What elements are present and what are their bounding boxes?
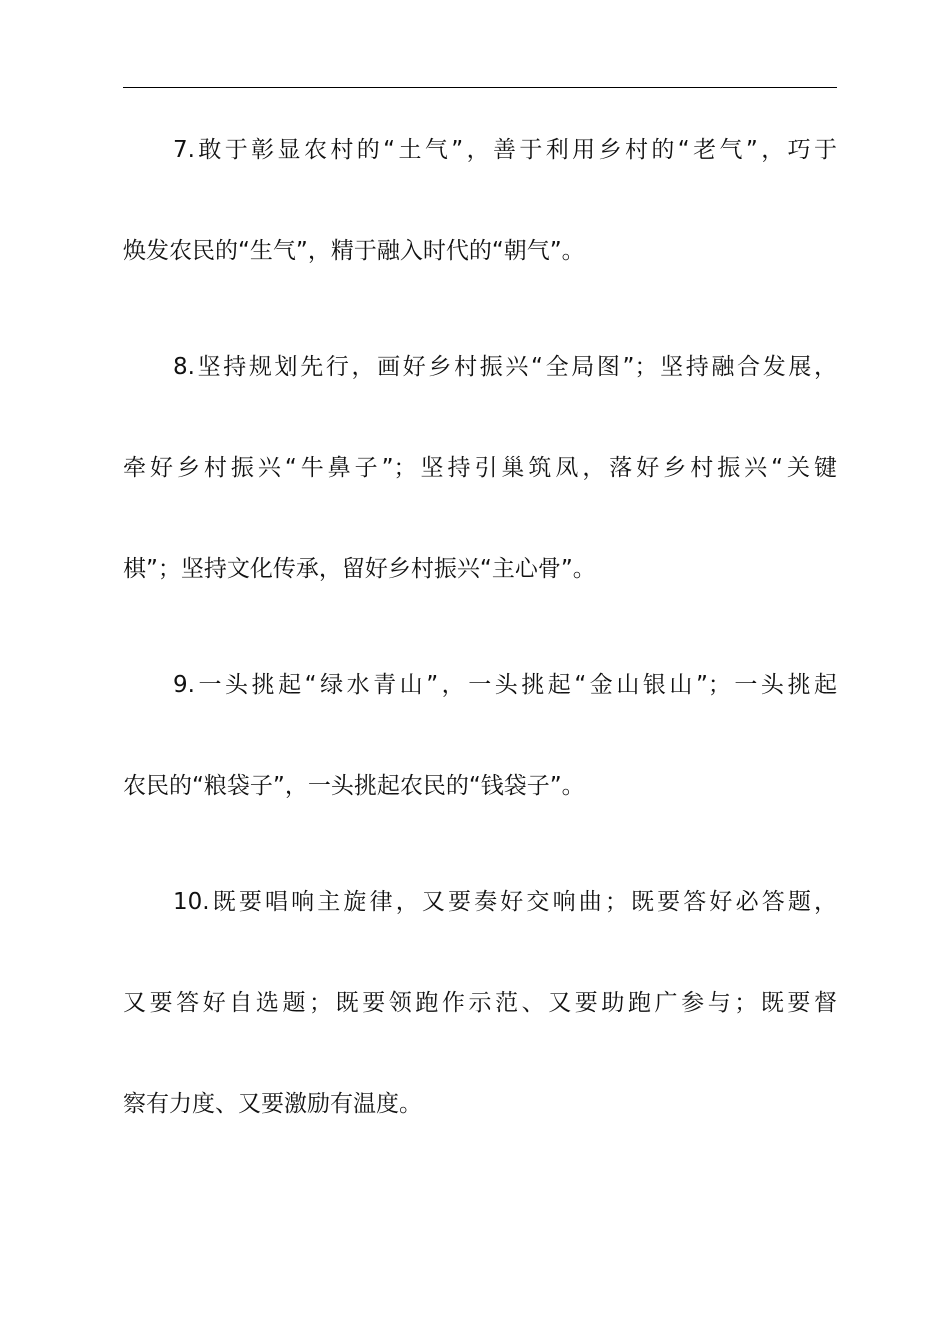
paragraph-8 <box>123 334 837 637</box>
paragraph-10 <box>123 869 837 1172</box>
paragraph-line: 8.坚持规划先行，画好乡村振兴“全局图”；坚持融合发展， <box>173 354 837 380</box>
document-body <box>123 117 837 1172</box>
paragraph-line: 棋”；坚持文化传承，留好乡村振兴“主心骨”。 <box>123 556 596 582</box>
header-rule <box>123 87 837 88</box>
paragraph-7 <box>123 117 837 319</box>
paragraph-line: 焕发农民的“生气”，精于融入时代的“朝气”。 <box>123 238 585 264</box>
paragraph-line: 10.既要唱响主旋律，又要奏好交响曲；既要答好必答题， <box>173 889 837 915</box>
paragraph-line: 察有力度、又要激励有温度。 <box>123 1091 422 1117</box>
paragraph-line: 农民的“粮袋子”，一头挑起农民的“钱袋子”。 <box>123 773 585 799</box>
paragraph-9 <box>123 652 837 854</box>
paragraph-line: 9.一头挑起“绿水青山”，一头挑起“金山银山”；一头挑起 <box>173 672 837 698</box>
paragraph-line: 又要答好自选题；既要领跑作示范、又要助跑广参与；既要督 <box>123 990 837 1016</box>
paragraph-line: 7.敢于彰显农村的“土气”，善于利用乡村的“老气”，巧于 <box>173 137 837 163</box>
paragraph-line: 牵好乡村振兴“牛鼻子”；坚持引巢筑凤，落好乡村振兴“关键 <box>123 455 837 481</box>
